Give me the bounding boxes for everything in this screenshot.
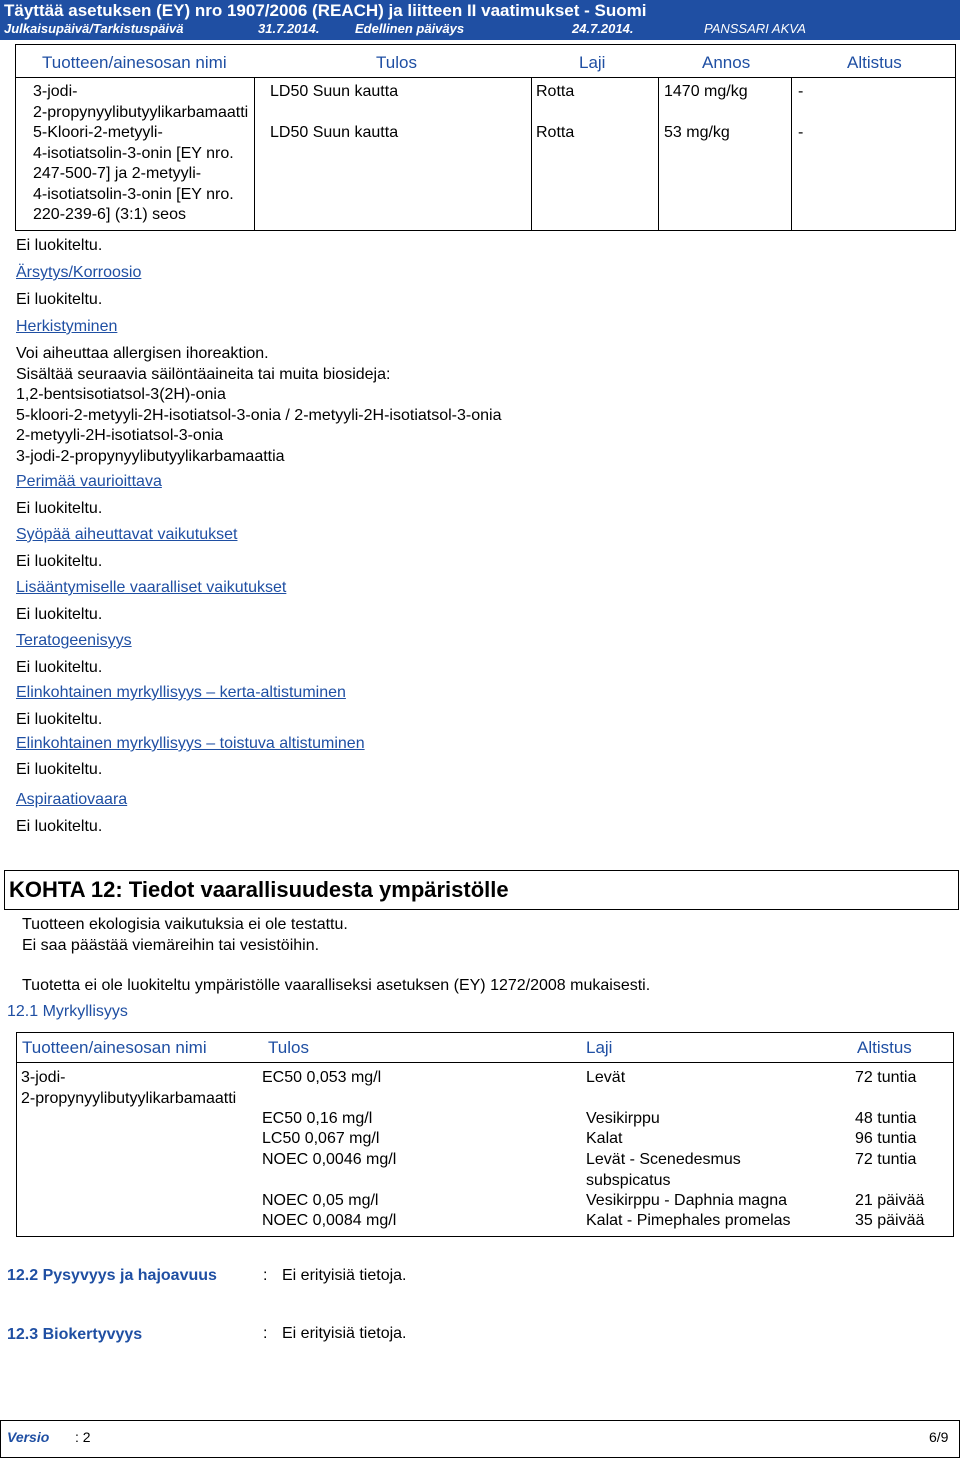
version-label: Versio [7,1429,50,1445]
column-header-result: Tulos [376,53,417,72]
colon-separator: : [263,1267,268,1284]
sensitization-text [16,344,501,467]
table-row [33,123,234,226]
column-header-exposure: Altistus [847,53,902,72]
exposure-value: 96 tuntia [855,1130,917,1147]
species-value: Rotta [536,124,575,141]
exposure-value: - [798,83,804,100]
column-header-species: Laji [579,53,606,72]
substance-name: 3-jodi- [33,83,78,100]
teratogenicity-heading[interactable]: Teratogeenisyys [16,632,132,649]
column-header-species: Laji [586,1038,613,1057]
column-divider [254,78,255,230]
sensitization-line: Voi aiheuttaa allergisen ihoreaktion. [16,345,269,362]
classification-status: Ei luokiteltu. [16,818,103,835]
substance-name: 220-239-6] (3:1) seos [33,206,186,223]
document-header [0,0,960,40]
species-line: Levät - Scenedesmus [586,1151,741,1168]
column-divider [791,78,792,230]
column-header-exposure: Altistus [857,1038,912,1057]
species-value: Rotta [536,83,575,100]
publication-date: 31.7.2014. [258,21,320,36]
aspiration-heading[interactable]: Aspiraatiovaara [16,791,128,808]
table-header [17,1033,953,1063]
column-header-result: Tulos [268,1038,309,1057]
classification-status: Ei luokiteltu. [16,500,103,517]
species-value: Kalat - Pimephales promelas [586,1212,791,1229]
reproductive-toxicity-heading[interactable]: Lisääntymiselle vaaralliset vaikutukset [16,579,287,596]
exposure-value: 21 päivää [855,1192,925,1209]
column-divider [531,78,532,230]
exposure-value: 72 tuntia [855,1069,917,1086]
species-value [586,1150,741,1191]
table-row [33,82,248,123]
acute-toxicity-table [15,44,956,231]
persistence-value: Ei erityisiä tietoja. [282,1267,407,1284]
species-value: Kalat [586,1130,623,1147]
column-divider [658,78,659,230]
substance-name: 4-isotiatsolin-3-onin [EY nro. [33,144,234,162]
table-row [21,1068,236,1109]
product-name: PANSSARI AKVA [704,21,806,36]
toxicity-subheading: 12.1 Myrkyllisyys [7,1003,128,1020]
species-line: subspicatus [586,1171,671,1189]
column-header-name: Tuotteen/ainesosan nimi [42,53,227,72]
classification-status: Ei luokiteltu. [16,291,103,308]
substance-name: 3-jodi- [21,1069,66,1086]
substance-name: 247-500-7] ja 2-metyyli- [33,165,202,182]
result-value: EC50 0,16 mg/l [262,1110,373,1127]
exposure-value: 72 tuntia [855,1151,917,1168]
bioaccumulation-heading: 12.3 Biokertyvyys [7,1326,143,1343]
sensitization-line: 1,2-bentsisotiatsol-3(2H)-onia [16,386,226,403]
classification-status: Ei luokiteltu. [16,659,103,676]
page-footer [0,1420,960,1458]
stot-single-heading[interactable]: Elinkohtainen myrkyllisyys – kerta-altistuminen [16,684,346,701]
document-title: Täyttää asetuksen (EY) nro 1907/2006 (REACH) ja liitteen II vaatimukset - Suomi [4,1,647,20]
stot-repeated-heading[interactable]: Elinkohtainen myrkyllisyys – toistuva altistuminen [16,735,365,752]
publication-date-label: Julkaisupäivä/Tarkistuspäivä [4,21,184,36]
column-header-dose: Annos [702,53,751,72]
section-12-heading: KOHTA 12: Tiedot vaarallisuudesta ympäristölle [9,877,509,902]
dose-value: 1470 mg/kg [664,83,748,100]
mutagenicity-heading[interactable]: Perimää vaurioittava [16,473,162,490]
classification-status: Ei luokiteltu. [16,761,103,778]
version-value: : 2 [75,1429,91,1445]
bioaccumulation-value: Ei erityisiä tietoja. [282,1325,407,1342]
exposure-value: - [798,124,804,141]
table-header [16,45,955,78]
species-value: Vesikirppu - Daphnia magna [586,1192,788,1209]
substance-name: 2-propynyylibutyylikarbamaatti [33,103,249,121]
persistence-heading: 12.2 Pysyvyys ja hajoavuus [7,1267,217,1284]
irritation-heading[interactable]: Ärsytys/Korroosio [16,264,142,281]
result-value: LD50 Suun kautta [270,83,399,100]
classification-status: Ei luokiteltu. [16,606,103,623]
previous-date-label: Edellinen päiväys [355,21,465,36]
result-value: LD50 Suun kautta [270,124,399,141]
species-value: Vesikirppu [586,1110,660,1127]
sensitization-line: 2-metyyli-2H-isotiatsol-3-onia [16,427,224,444]
sensitization-line: 5-kloori-2-metyyli-2H-isotiatsol-3-onia / 2-metyyli-2H-isotiatsol-3-onia [16,406,502,424]
classification-status: Ei luokiteltu. [16,711,103,728]
exposure-value: 48 tuntia [855,1110,917,1127]
exposure-value: 35 päivää [855,1212,925,1229]
column-header-name: Tuotteen/ainesosan nimi [22,1038,207,1057]
classification-status: Ei luokiteltu. [16,553,103,570]
eco-classification: Tuotetta ei ole luokiteltu ympäristölle vaaralliseksi asetuksen (EY) 1272/2008 mukaisesti. [22,977,651,994]
result-value: EC50 0,053 mg/l [262,1069,382,1086]
dose-value: 53 mg/kg [664,124,730,141]
carcinogenicity-heading[interactable]: Syöpää aiheuttavat vaikutukset [16,526,238,543]
species-value: Levät [586,1069,626,1086]
eco-intro-line: Ei saa päästää viemäreihin tai vesistöihin. [22,936,320,954]
result-value: LC50 0,067 mg/l [262,1130,380,1147]
result-value: NOEC 0,0046 mg/l [262,1151,397,1168]
eco-intro [22,915,348,956]
classification-status: Ei luokiteltu. [16,237,103,254]
substance-name: 4-isotiatsolin-3-onin [EY nro. [33,185,234,203]
sensitization-line: Sisältää seuraavia säilöntäaineita tai muita biosideja: [16,365,391,383]
sensitization-heading[interactable]: Herkistyminen [16,318,118,335]
result-value: NOEC 0,0084 mg/l [262,1212,397,1229]
page-number: 6/9 [929,1429,949,1445]
substance-name: 5-Kloori-2-metyyli- [33,124,163,141]
previous-date: 24.7.2014. [572,21,634,36]
colon-separator: : [263,1325,268,1342]
eco-intro-line: Tuotteen ekologisia vaikutuksia ei ole testattu. [22,916,348,933]
ecotoxicity-table [16,1032,954,1237]
substance-name: 2-propynyylibutyylikarbamaatti [21,1089,237,1107]
section-12-heading-box [4,870,959,910]
sensitization-line: 3-jodi-2-propynyylibutyylikarbamaattia [16,447,285,465]
result-value: NOEC 0,05 mg/l [262,1192,379,1209]
